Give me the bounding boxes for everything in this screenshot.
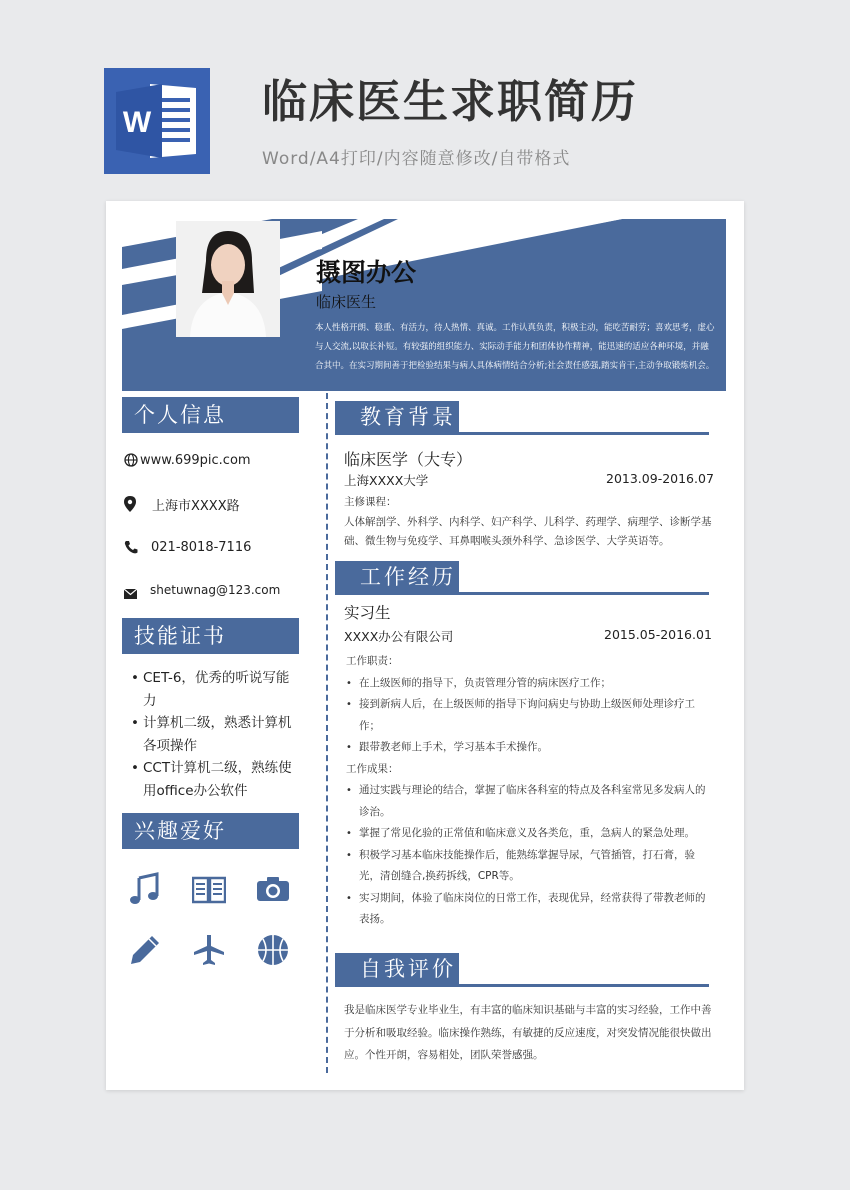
contact-email-text: shetuwnag@123.com <box>150 583 281 597</box>
education-heading-label: 教育背景 <box>360 405 456 429</box>
self-eval-heading <box>335 953 709 991</box>
duty-item: • 跟带教老师上手术，学习基本手术操作。 <box>346 737 714 759</box>
contact-address-text: 上海市XXXX路 <box>152 498 240 514</box>
result-item: • 掌握了常见化验的正常值和临床意义及各类危，重，急病人的紧急处理。 <box>346 823 714 845</box>
contact-email[interactable] <box>124 580 280 600</box>
resume-page <box>106 201 744 1090</box>
camera-icon <box>256 872 290 906</box>
candidate-name: 摄图办公 <box>316 258 417 287</box>
music-note-icon <box>128 872 162 906</box>
duty-item: • 在上级医师的指导下，负责管理分管的病床医疗工作； <box>346 673 714 695</box>
self-eval-text: 我是临床医学专业毕业生，有丰富的临床知识基础与丰富的实习经验，工作中善于分析和吸取经验。临床操作熟练，有敏捷的反应速度，对突发情况能很快做出应。个性开朗，容易相处，团队荣誉感强。 <box>344 1004 712 1061</box>
work-period: 2015.05-2016.01 <box>604 627 712 642</box>
phone-icon <box>124 540 139 554</box>
work-position: 实习生 <box>344 604 391 622</box>
contact-address <box>124 494 240 514</box>
education-period: 2013.09-2016.07 <box>606 471 714 486</box>
location-pin-icon <box>124 496 136 512</box>
work-heading <box>335 561 709 599</box>
duties-label: 工作职责： <box>346 655 399 667</box>
result-item: • 积极学习基本临床技能操作后，能熟练掌握导尿，气管插管，打石膏，验光，清创缝合,换药拆线，CPR等。 <box>346 845 714 888</box>
column-divider <box>326 393 328 1073</box>
header-band <box>122 219 726 391</box>
result-item: • 通过实践与理论的结合，掌握了临床各科室的特点及各科室常见多发病人的诊治。 <box>346 780 714 823</box>
skill-item: • 计算机二级，熟悉计算机各项操作 <box>131 712 301 757</box>
work-company: XXXX办公有限公司 <box>344 629 454 644</box>
duty-item: • 接到新病人后，在上级医师的指导下询问病史与协助上级医师处理诊疗工作； <box>346 694 714 737</box>
skills-heading: 技能证书 <box>122 618 299 654</box>
document-subtitle: Word/A4打印/内容随意修改/自带格式 <box>262 149 571 169</box>
svg-text:W: W <box>122 106 152 139</box>
airplane-icon <box>192 933 226 967</box>
contact-website[interactable] <box>124 450 251 470</box>
education-heading <box>335 401 709 439</box>
skills-list <box>131 667 301 802</box>
contact-phone[interactable] <box>124 537 251 557</box>
skill-item: • CCT计算机二级，熟练使用office办公软件 <box>131 757 301 802</box>
book-icon <box>192 872 226 906</box>
education-major: 临床医学（大专） <box>344 450 473 469</box>
self-eval-heading-label: 自我评价 <box>360 957 456 981</box>
word-logo-icon <box>104 68 210 174</box>
hobbies-heading: 兴趣爱好 <box>122 813 299 849</box>
basketball-icon <box>256 933 290 967</box>
envelope-icon <box>124 589 137 599</box>
courses-text: 人体解剖学、外科学、内科学、妇产科学、儿科学、药理学、病理学、诊断学基础、微生物与免疫学、耳鼻咽喉头颈外科学、急诊医学、大学英语等。 <box>344 515 712 547</box>
document-title: 临床医生求职简历 <box>262 75 639 128</box>
results-label: 工作成果： <box>346 762 399 775</box>
contact-website-text: www.699pic.com <box>140 452 251 468</box>
pencil-icon <box>128 933 162 967</box>
work-details <box>346 651 714 931</box>
education-courses <box>344 493 716 552</box>
contact-phone-text: 021-8018-7116 <box>151 539 252 555</box>
candidate-intro: 本人性格开朗、稳重、有活力，待人热情、真诚。工作认真负责，积极主动，能吃苦耐劳；喜欢思考，虚心与人交流,以取长补短。有较强的组织能力、实际动手能力和团体协作精神，能迅速的适应各种环境，并融合其中。在实习期间善于把检验结果与病人具体病情结合分析;社会责任感强,踏实肯干,主动争取锻炼机会。 <box>315 323 715 371</box>
courses-label: 主修课程： <box>344 496 397 508</box>
personal-info-heading: 个人信息 <box>122 397 299 433</box>
education-school: 上海XXXX大学 <box>344 473 429 488</box>
profile-photo <box>176 221 280 337</box>
candidate-job-title: 临床医生 <box>316 293 377 311</box>
globe-icon <box>124 453 138 467</box>
work-heading-label: 工作经历 <box>360 565 456 589</box>
skill-item: • CET-6，优秀的听说写能力 <box>131 667 301 712</box>
result-item: • 实习期间，体验了临床岗位的日常工作，表现优异，经常获得了带教老师的表扬。 <box>346 888 714 931</box>
